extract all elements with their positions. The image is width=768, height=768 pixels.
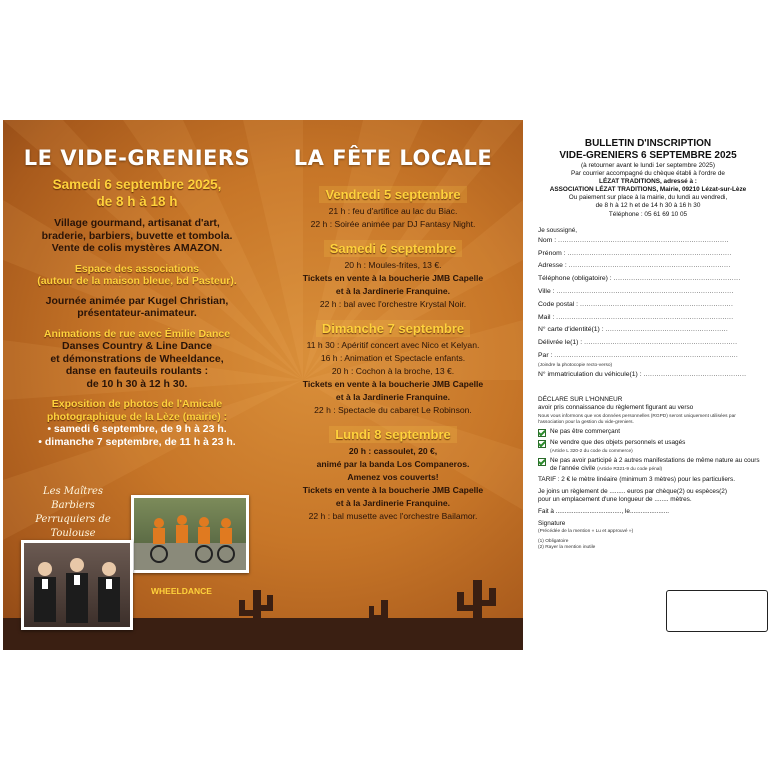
field-par[interactable]: Par : .................................................................................... xyxy=(538,351,739,359)
check-objets-text: Ne vendre que des objets personnels et usagés xyxy=(550,438,686,446)
signature-label: Signature xyxy=(538,520,566,528)
saturday-event-2: Tickets en vente à la boucherie JMB Capelle xyxy=(302,273,484,283)
field-immatriculation[interactable]: N° immatriculation du véhicule(1) : ............................................... xyxy=(538,370,747,378)
vg-desc-2: braderie, barbiers, buvette et tombola. xyxy=(41,229,233,242)
field-prenom[interactable]: Prénom : ........................................................................... xyxy=(538,249,732,257)
vg-expo-4: • dimanche 7 septembre, de 11 h à 23 h. xyxy=(38,435,236,448)
barbers-photo-art xyxy=(24,543,130,627)
vg-associations xyxy=(13,263,261,288)
checkbox-icon[interactable] xyxy=(538,458,546,466)
saturday-heading: Samedi 6 septembre xyxy=(324,240,462,257)
declare-title: DÉCLARE SUR L'HONNEUR xyxy=(538,395,623,403)
vg-description xyxy=(13,217,261,255)
tarif-text: TARIF : 2 € le mètre linéaire (minimum 3 mètres) pour les particuliers. xyxy=(538,476,735,484)
field-par-label: Par : xyxy=(538,351,553,359)
vg-expo-3: • samedi 6 septembre, de 9 h à 23 h. xyxy=(47,423,227,435)
wheeldance-photo xyxy=(131,495,249,573)
monday-event-2: animé par la banda Los Companeros. xyxy=(316,459,470,469)
wheeldance-label: WHEELDANCE xyxy=(151,586,212,596)
saturday-event-3: et à la Jardinerie Franquine. xyxy=(335,286,451,296)
vide-greniers-title: LE VIDE-GRENIERS xyxy=(23,146,251,170)
vg-rue-1: Animations de rue avec Émilie Dance xyxy=(43,327,231,340)
friday-event-1: 21 h : feu d'artifice au lac du Biac. xyxy=(328,206,458,216)
note-rayer: (2) Rayer la mention inutile xyxy=(538,544,596,550)
form-title-2: VIDE-GRENIERS 6 SEPTEMBRE 2025 xyxy=(559,150,737,161)
check-manifestations-text: Ne pas avoir participé à 2 autres manifestations de même nature au cours de l'année civile xyxy=(550,456,760,472)
saturday-event-1: 20 h : Moules-frites, 13 €. xyxy=(344,260,442,270)
friday-heading: Vendredi 5 septembre xyxy=(319,186,466,203)
sunday-event-6: 22 h : Spectacle du cabaret Le Robinson. xyxy=(314,405,472,415)
vg-rue-3: et démonstrations de Wheeldance, xyxy=(50,352,224,365)
field-adresse-label: Adresse : xyxy=(538,262,567,270)
sunday-event-2: 16 h : Animation et Spectacle enfants. xyxy=(320,353,466,363)
vg-host-2: présentateur-animateur. xyxy=(77,307,197,319)
vg-rue-5: de 10 h 30 à 12 h 30. xyxy=(86,377,188,390)
form-org: LÉZAT TRADITIONS, adressé à : xyxy=(599,178,697,186)
form-soussigne: Je soussigné, xyxy=(538,226,578,234)
checkbox-icon[interactable] xyxy=(538,429,546,437)
sunday-event-3: 20 h : Cochon à la broche, 13 €. xyxy=(331,366,455,376)
monday-event-1: 20 h : cassoulet, 20 €, xyxy=(348,446,438,456)
signature-mention: (Précédée de la mention « Lu et approuvé ») xyxy=(538,528,634,534)
form-pay-1: Ou paiement sur place à la mairie, du lundi au vendredi, xyxy=(568,194,728,202)
field-carte-identite-label: N° carte d'identité(1) : xyxy=(538,326,604,334)
checkbox-icon[interactable] xyxy=(538,440,546,448)
form-phone: Téléphone : 05 61 69 10 05 xyxy=(608,210,688,218)
fait-line[interactable]: Fait à ....................................., le...................... xyxy=(538,508,670,516)
form-pay-2: de 8 h à 12 h et de 14 h 30 à 16 h 30 xyxy=(595,202,701,210)
field-carte-identite[interactable]: N° carte d'identité(1) : ........................................................ xyxy=(538,326,729,334)
wheeldance-photo-art xyxy=(134,498,246,570)
check-objets-article: (Article L 320-2 du code du commerce) xyxy=(550,448,633,454)
vg-expo-2: photographique de la Lèze (mairie) : xyxy=(46,410,228,423)
field-telephone[interactable]: Téléphone (obligatoire) : .......................................................... xyxy=(538,275,741,283)
monday-event-3: Amenez vos couverts! xyxy=(347,472,439,482)
vg-desc-1: Village gourmand, artisanat d'art, xyxy=(54,217,220,229)
field-prenom-label: Prénom : xyxy=(538,249,566,257)
field-nom[interactable]: Nom : .............................................................................. xyxy=(538,236,729,244)
field-telephone-label: Téléphone (obligatoire) : xyxy=(538,275,612,283)
vg-expo-1: Exposition de photos de l'Amicale xyxy=(51,398,223,410)
form-recto-note: (Joindre la photocopie recto-verso) xyxy=(538,362,613,368)
field-mail[interactable]: Mail : ................................................................................. xyxy=(538,313,734,321)
check-objets-personnels[interactable] xyxy=(538,439,768,455)
brochure-spread xyxy=(3,120,768,650)
field-code-postal-label: Code postal : xyxy=(538,300,579,308)
vide-greniers-column xyxy=(13,146,261,448)
monday-event-4: Tickets en vente à la boucherie JMB Capelle xyxy=(302,485,484,495)
vg-host xyxy=(13,295,261,320)
friday-event-2: 22 h : Soirée animée par DJ Fantasy Night. xyxy=(310,219,476,229)
field-code-postal[interactable]: Code postal : ...................................................................... xyxy=(538,300,734,308)
monday-heading: Lundi 8 septembre xyxy=(329,426,457,443)
field-ville[interactable]: Ville : ................................................................................. xyxy=(538,287,734,295)
registration-form xyxy=(528,120,768,650)
form-address: ASSOCIATION LÉZAT TRADITIONS, Mairie, 09210 Lézat-sur-Lèze xyxy=(549,186,747,194)
vg-assoc-1: Espace des associations xyxy=(74,262,200,275)
joins-line-1: Je joins un règlement de ......... euros par chèque(2) ou espèces(2) xyxy=(538,488,727,496)
field-adresse[interactable]: Adresse : .......................................................................... xyxy=(538,262,731,270)
joins-line-2: pour un emplacement d'une longueur de ........ mètres. xyxy=(538,496,692,504)
sunday-heading: Dimanche 7 septembre xyxy=(316,320,470,337)
field-immatriculation-label: N° immatriculation du véhicule(1) : xyxy=(538,370,642,378)
sunday-event-5: et à la Jardinerie Franquine. xyxy=(335,392,451,402)
field-delivree[interactable]: Délivrée le(1) : ...................................................................... xyxy=(538,339,738,347)
vg-host-1: Journée animée par Kugel Christian, xyxy=(45,294,229,307)
vg-street-shows xyxy=(13,328,261,391)
declare-text: avoir pris connaissance du règlement figurant au verso xyxy=(538,403,694,411)
signature-box[interactable] xyxy=(666,590,768,632)
vg-rue-2: Danses Country & Line Dance xyxy=(62,340,212,352)
field-mail-label: Mail : xyxy=(538,313,555,321)
note-obligatoire: (1) Obligatoire xyxy=(538,538,569,544)
vg-rue-4: danse en fauteuils roulants : xyxy=(65,365,209,377)
form-title-1: BULLETIN D'INSCRIPTION xyxy=(584,138,712,149)
check-non-commercant-label: Ne pas être commerçant xyxy=(550,427,620,435)
event-poster xyxy=(3,120,523,650)
sunday-event-1: 11 h 30 : Apéritif concert avec Nico et Kelyan. xyxy=(306,340,480,350)
vg-date-line2: de 8 h à 18 h xyxy=(96,194,178,209)
vg-assoc-2: (autour de la maison bleue, bd Pasteur). xyxy=(37,275,237,287)
check-manifestations[interactable] xyxy=(538,457,768,473)
field-ville-label: Ville : xyxy=(538,287,555,295)
form-courrier: Par courrier accompagné du chèque établi à l'ordre de xyxy=(571,170,725,178)
rgpd-note: Nous vous informons que vos données personnelles (RGPD) seront uniquement utilisées par l'association pour la gestion du vide-greniers. xyxy=(538,413,736,425)
vg-desc-3: Vente de colis mystères AMAZON. xyxy=(51,242,223,254)
check-manifestations-article: (Article R321-9 du code pénal) xyxy=(597,466,663,472)
field-nom-label: Nom : xyxy=(538,236,557,244)
vg-date-line1: Samedi 6 septembre 2025, xyxy=(52,177,222,192)
monday-event-5: et à la Jardinerie Franquine. xyxy=(335,498,451,508)
field-delivree-label: Délivrée le(1) : xyxy=(538,339,583,347)
barbers-script-label: Les Maîtres Barbiers Perruquiers de Toulouse xyxy=(35,486,111,539)
saturday-event-4: 22 h : bal avec l'orchestre Krystal Noir. xyxy=(319,299,467,309)
barbers-photo xyxy=(21,540,133,630)
monday-event-6: 22 h : bal musette avec l'orchestre Bailamor. xyxy=(308,511,478,521)
form-return-date: (à retourner avant le lundi 1er septembre 2025) xyxy=(581,162,715,169)
check-objets-label xyxy=(550,439,685,455)
vg-photo-exhibit xyxy=(13,398,261,448)
sunday-event-4: Tickets en vente à la boucherie JMB Capelle xyxy=(302,379,484,389)
fete-locale-title: LA FÊTE LOCALE xyxy=(293,146,493,170)
fete-locale-column xyxy=(271,146,515,522)
check-manifestations-label xyxy=(550,457,768,473)
check-non-commercant[interactable] xyxy=(538,428,768,437)
